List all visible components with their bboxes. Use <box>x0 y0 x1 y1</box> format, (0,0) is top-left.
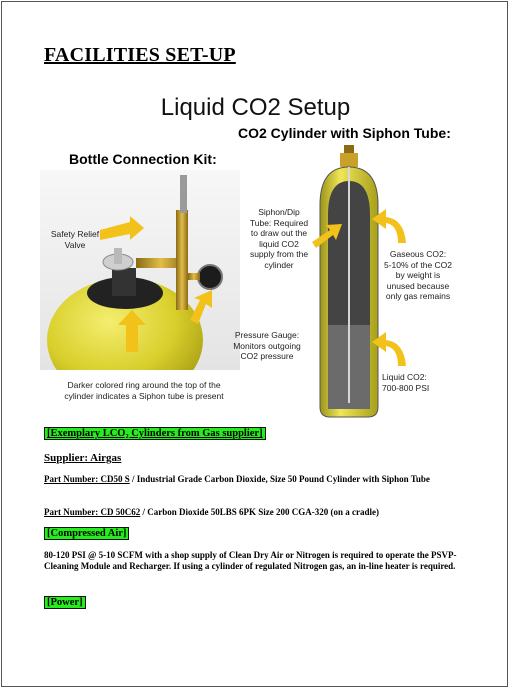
section-compressed-air: [Compressed Air] <box>44 528 129 539</box>
arrow-liquid-co2 <box>370 328 410 368</box>
caption-gaseous-co2: Gaseous CO2: 5-10% of the CO2 by weight is unused because only gas remains <box>383 249 453 301</box>
arrow-gaseous-co2 <box>370 205 410 245</box>
kit-title: Bottle Connection Kit: <box>69 151 217 167</box>
part-number-1: Part Number: CD50 S / Industrial Grade Carbon Dioxide, Size 50 Pound Cylinder with Siphon Tube <box>44 474 430 484</box>
compressed-air-text: 80-120 PSI @ 5-10 SCFM with a shop supply of Clean Dry Air or Nitrogen is required to operate the PSVP-Cleaning Module and Recharger. If using a cylinder of regulated Nitrogen gas, an in-line heater is required. <box>44 550 457 571</box>
caption-siphon-dip-tube: Siphon/Dip Tube: Required to draw out the liquid CO2 supply from the cylinder <box>249 207 309 270</box>
caption-liquid-co2: Liquid CO2: 700-800 PSI <box>382 372 430 393</box>
bottle-connection-kit-photo <box>40 170 240 370</box>
caption-safety-relief: Safety Relief Valve <box>50 229 100 250</box>
supplier-line: Supplier: Airgas <box>44 452 122 464</box>
caption-ring-note: Darker colored ring around the top of the cylinder indicates a Siphon tube is present <box>64 380 224 401</box>
caption-pressure-gauge: Pressure Gauge: Monitors outgoing CO2 pressure <box>233 330 301 361</box>
part-number-2: Part Number: CD 50C62 / Carbon Dioxide 50LBS 6PK Size 200 CGA-320 (on a cradle) <box>44 507 379 517</box>
cylinder-title: CO2 Cylinder with Siphon Tube: <box>238 125 451 141</box>
page-heading: FACILITIES SET-UP <box>44 44 236 66</box>
section-exemplary-cylinders: [Exemplary LCO₂ Cylinders from Gas supplier] <box>44 428 266 439</box>
section-power: [Power] <box>44 597 86 608</box>
figure-title: Liquid CO2 Setup <box>160 94 351 121</box>
